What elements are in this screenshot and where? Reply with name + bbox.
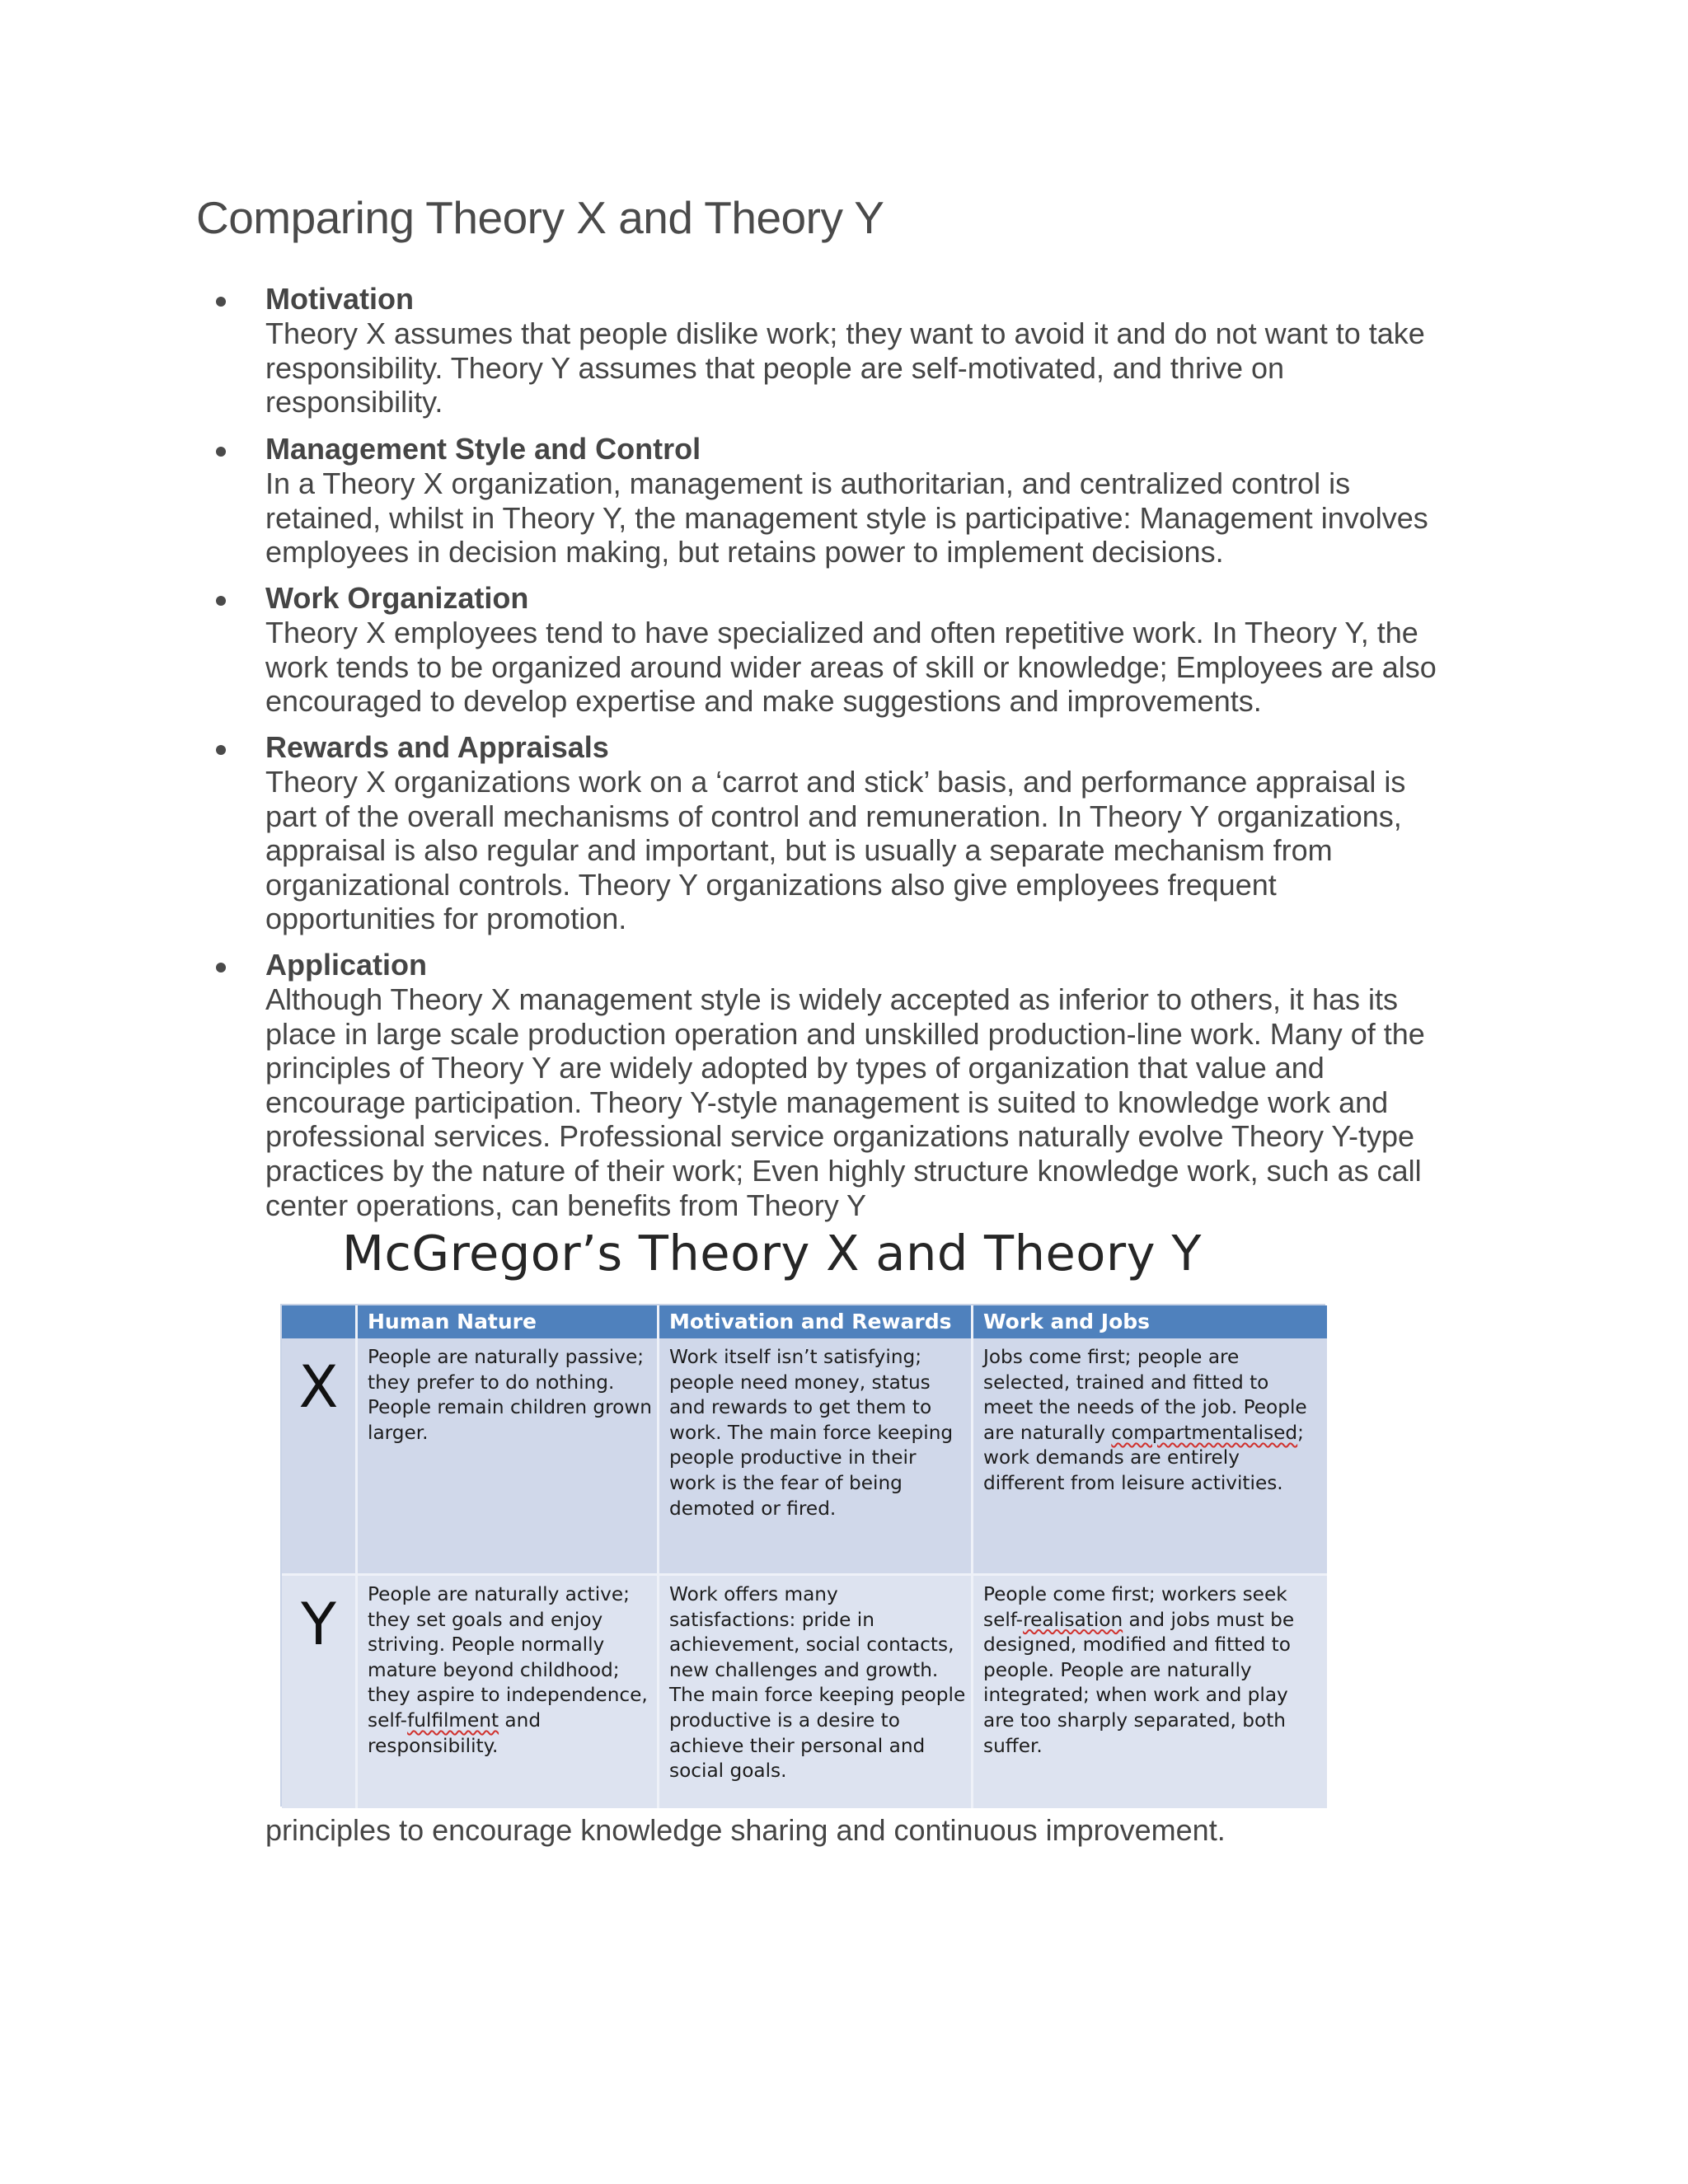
cell-text: People come first; workers seek self- (983, 1583, 1287, 1631)
table-cell (358, 1576, 659, 1808)
section-body: In a Theory X organization, management is authoritarian, and centralized control is retained, whilst in Theory Y, the management style is participative: Management involves employees in decision making, but retains power to implement decisions. (265, 466, 1428, 569)
mcgregor-table-figure (280, 1225, 1327, 1807)
theory-table (280, 1304, 1325, 1807)
section-body: Theory X organizations work on a ‘carrot and stick’ basis, and performance appraisal is part of the overall mechanisms of control and remuneration. In Theory Y organizations, appraisal is also regular and important, but is usually a separate mechanism from organizational controls. Theory Y organizations also give employees frequent opportunities for promotion. (265, 765, 1406, 936)
section-body: Theory X employees tend to have specialized and often repetitive work. In Theory Y, the work tends to be organized around wider areas of skill or knowledge; Employees are also encouraged to develop expertise and make suggestions and improvements. (265, 616, 1437, 719)
section-heading: Application (265, 948, 427, 982)
list-item-management-style (265, 432, 1444, 569)
spellcheck-flagged-word: realisation (1023, 1608, 1123, 1631)
section-heading: Motivation (265, 282, 414, 316)
table-cell: Work itself isn’t satisfying; people need money, status and rewards to get them to work. The main force keeping people productive in their work is the fear of being demoted or fired. (659, 1338, 973, 1576)
bullet-icon (216, 447, 226, 457)
list-item-work-organization (265, 581, 1444, 719)
section-body: Theory X assumes that people dislike work; they want to avoid it and do not want to take responsibility. Theory Y assumes that people are self-motivated, and thrive on responsibility. (265, 316, 1425, 419)
table-cell: Work offers many satisfactions: pride in achievement, social contacts, new challenges and growth. The main force keeping people productive is a desire to achieve their personal and social goals. (659, 1576, 973, 1808)
section-body: Although Theory X management style is widely accepted as inferior to others, it has its place in large scale production operation and unskilled production-line work. Many of the principles of Theory Y are widely adopted by types of organization that value and encourage participation. Theory Y-style management is suited to knowledge work and professional services. Professional service organizations naturally evolve Theory Y-type practices by the nature of their work; Even highly structure knowledge work, such as call center operations, can benefits from Theory Y (265, 982, 1425, 1222)
spellcheck-flagged-word: fulfilment (407, 1708, 499, 1732)
table-header: Human Nature (358, 1305, 659, 1338)
continuation-text: principles to encourage knowledge sharing and continuous improvement. (265, 1813, 1226, 1847)
figure-title: McGregor’s Theory X and Theory Y (342, 1225, 1202, 1282)
cell-text: and jobs must be designed, modified and fitted to people. People are naturally integrated; when work and play are too sharply separated, both suffer. (983, 1608, 1295, 1757)
cell-text: and responsibility. (368, 1708, 542, 1757)
list-item-application (265, 948, 1444, 1222)
bullet-icon (216, 745, 226, 755)
bullet-icon (216, 963, 226, 972)
row-label-x: X (282, 1338, 358, 1576)
page-title: Comparing Theory X and Theory Y (196, 192, 884, 243)
table-cell (973, 1576, 1327, 1808)
bullet-icon (216, 596, 226, 606)
cell-text: Jobs come first; people are selected, trained and fitted to meet the needs of the job. People are naturally (983, 1346, 1307, 1444)
table-cell (973, 1338, 1327, 1576)
row-label-y: Y (282, 1576, 358, 1808)
section-heading: Work Organization (265, 581, 529, 615)
section-heading: Management Style and Control (265, 432, 701, 466)
list-item-rewards-appraisals (265, 730, 1444, 936)
table-header: Motivation and Rewards (659, 1305, 973, 1338)
table-header-corner (282, 1305, 358, 1338)
spellcheck-flagged-word: compartmentalised (1111, 1421, 1298, 1444)
table-cell: People are naturally passive; they prefer to do nothing. People remain children grown larger. (358, 1338, 659, 1576)
bullet-icon (216, 297, 226, 307)
cell-text: People are naturally active; they set goals and enjoy striving. People normally mature beyond childhood; they aspire to independence, self- (368, 1583, 648, 1732)
list-item-motivation (265, 282, 1444, 419)
cell-text: ; work demands are entirely different from leisure activities. (983, 1421, 1304, 1494)
table-header: Work and Jobs (973, 1305, 1327, 1338)
section-heading: Rewards and Appraisals (265, 730, 609, 764)
